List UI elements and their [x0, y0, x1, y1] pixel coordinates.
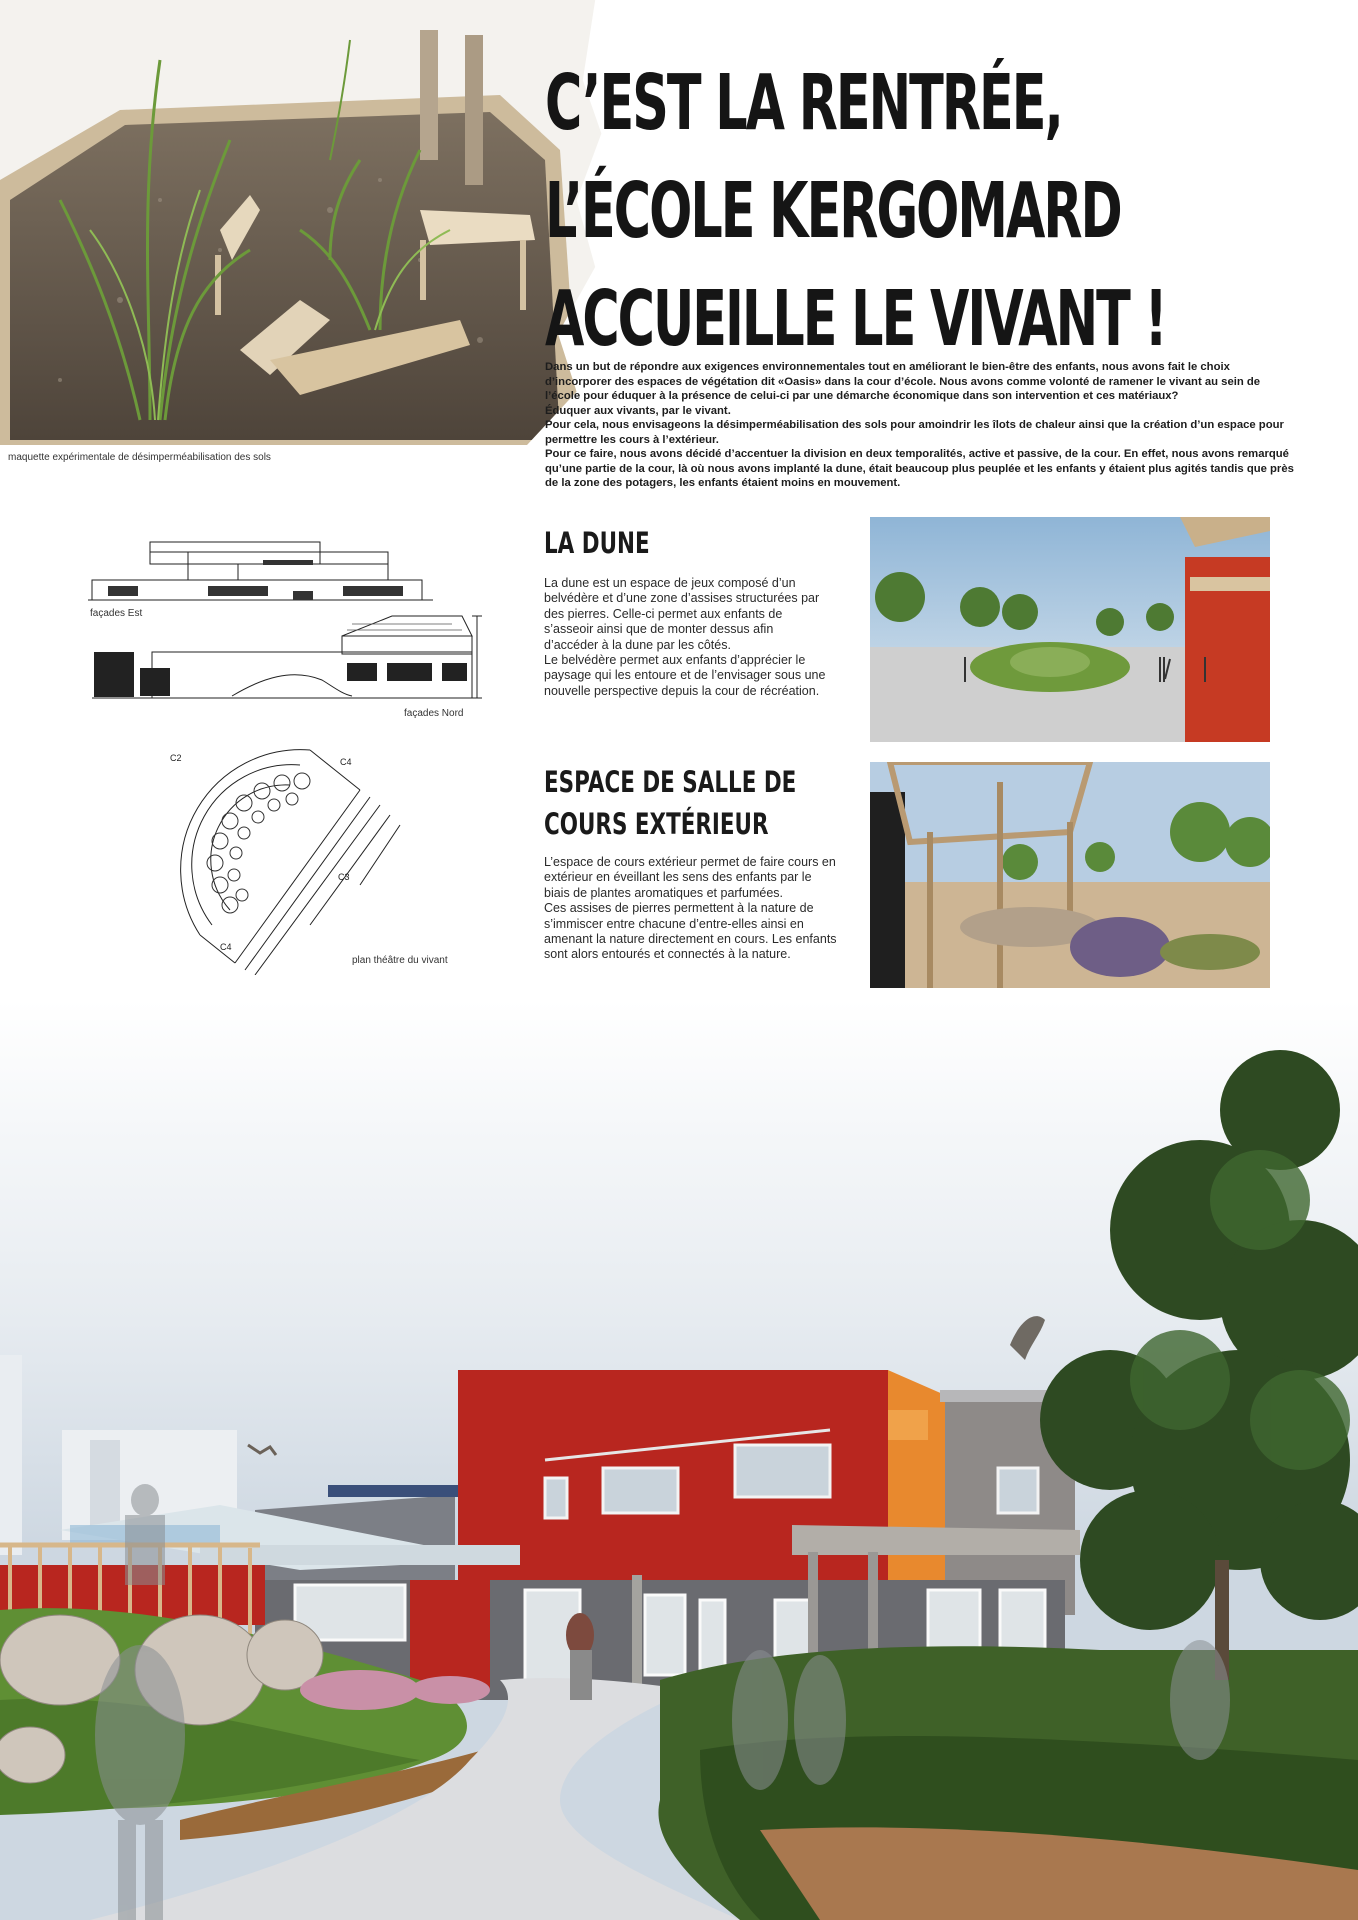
intro-paragraph: Éduquer aux vivants, par le vivant.: [545, 404, 731, 417]
section-text-dune: La dune est un espace de jeux composé d’un belvédère et d’une zone d’assises structurées par des pierres. Celle-ci permet aux enfants de s’asseoir ainsi que de monter dessus afin d’accéder à la dune par les côtés. Le belvédère permet aux enfants d’apprécier le paysage qui les entoure et de l’envisager sous une nouvelle perspective depuis la cour de récréation.: [544, 576, 826, 698]
section-title-salle-cours: ESPACE DE SALLE DE COURS EXTÉRIEUR: [544, 765, 797, 841]
school-perspective-render: [0, 1000, 1358, 1920]
section-title-dune: LA DUNE: [544, 526, 650, 560]
plan-label: C3: [338, 872, 350, 882]
facade-est-caption: façades Est: [90, 608, 143, 619]
plan-theatre-drawing: [160, 735, 420, 980]
plan-label: C4: [220, 942, 232, 952]
title-line-2: L’ÉCOLE KERGOMARD: [545, 167, 1121, 256]
intro-paragraph: Dans un but de répondre aux exigences environnementales tout en améliorant le bien-être des enfants, nous avons fait le choix d’incorporer des espaces de végétation dit «Oasis» dans la cour d’école. Nous avons comme volonté de ramener le vivant au sein de l’école pour éduquer à la présence de celui-ci par une démarche économique dans son intervention et ces matériaux?: [545, 361, 1261, 402]
photo-salle-cours: [870, 762, 1270, 988]
maquette-caption: maquette expérimentale de désimperméabilisation des sols: [8, 452, 271, 463]
plan-theatre-caption: plan théâtre du vivant: [352, 955, 448, 966]
facade-nord-caption: façades Nord: [404, 708, 464, 719]
facade-est-drawing: [88, 536, 438, 611]
page-title: [545, 50, 1166, 374]
intro-paragraph: Pour cela, nous envisageons la désimperméabilisation des sols pour amoindrir les îlots de chaleur ainsi que la création d’un espace pour permettre les cours à l’extérieur.: [545, 419, 1284, 446]
title-line-3: ACCUEILLE LE VIVANT !: [545, 275, 1166, 364]
maquette-photo: [0, 0, 620, 445]
facade-nord-drawing: [92, 608, 484, 708]
plan-label: C2: [170, 753, 182, 763]
intro-paragraph: Pour ce faire, nous avons décidé d’accentuer la division en deux temporalités, active et passive, de la cour. En effet, nous avons remarqué qu’une partie de la cour, là où nous avons implanté la dune, était beaucoup plus peuplée et les enfants y étaient plus agités tandis que près de la zone des potagers, les enfants étaient moins en mouvement.: [545, 448, 1294, 489]
title-line-1: C’EST LA RENTRÉE,: [545, 59, 1062, 148]
photo-dune: [870, 517, 1270, 742]
intro-text: [545, 360, 1295, 491]
plan-label: C4: [340, 757, 352, 767]
section-text-salle-cours: L’espace de cours extérieur permet de faire cours en extérieur en éveillant les sens des enfants par le biais de plantes aromatiques et parfumées. Ces assises de pierres permettent à la nature de s’immiscer entre chacune d’entre-elles ainsi en amenant la nature directement en cours. Les enfants sont alors entourés et connectés à la nature.: [544, 855, 837, 962]
